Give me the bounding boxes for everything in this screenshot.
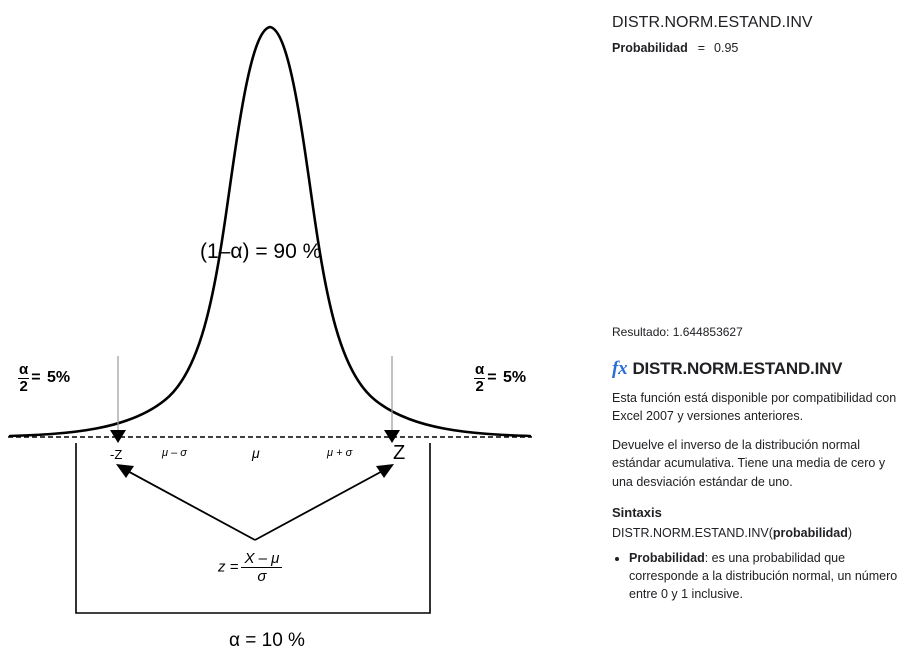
- argument-equals: =: [697, 41, 706, 55]
- z-formula-numerator: X – μ: [241, 550, 282, 568]
- z-formula-fraction: [241, 550, 282, 586]
- list-item: [629, 549, 907, 603]
- axis-label-pos-z: Z: [393, 442, 406, 464]
- confidence-level-label: (1–α) = 90 %: [200, 240, 322, 263]
- right-tail-label: [474, 362, 526, 395]
- fx-icon: fx: [612, 358, 628, 379]
- z-formula-lhs: z =: [218, 558, 239, 576]
- left-tail-label: [18, 362, 70, 395]
- right-equals-sign: =: [487, 369, 497, 387]
- bell-curve-path: [10, 27, 530, 436]
- syntax-suffix: ): [847, 525, 853, 540]
- left-equals-sign: =: [31, 369, 41, 387]
- argument-value[interactable]: 0.95: [714, 41, 739, 55]
- axis-label-mu: μ: [252, 445, 260, 461]
- function-help-pane: [612, 0, 919, 658]
- function-name-heading: DISTR.NORM.ESTAND.INV: [612, 14, 813, 31]
- axis-label-neg-z: -Z: [110, 447, 123, 462]
- syntax-prefix: DISTR.NORM.ESTAND.INV(: [612, 525, 773, 540]
- arrow-to-right-line: [255, 468, 388, 540]
- axis-label-mu-plus-sigma: μ + σ: [327, 447, 353, 459]
- right-tail-percent: 5%: [503, 369, 527, 387]
- alpha-total-label: α = 10 %: [229, 630, 305, 651]
- bullet-argument-text: : es una probabilidad que corresponde a la distribución normal, un número entre 0 y 1 inclusive.: [629, 550, 898, 601]
- argument-row: [612, 41, 907, 55]
- axis-label-mu-minus-sigma: μ – σ: [162, 447, 187, 459]
- result-line: Resultado: 1.644853627: [612, 325, 743, 339]
- bullet-argument-name: Probabilidad: [629, 550, 705, 565]
- syntax-heading: Sintaxis: [612, 504, 662, 520]
- syntax-signature: [612, 526, 907, 540]
- arrow-to-left-line: [122, 468, 255, 540]
- argument-bullet-list: [612, 549, 907, 603]
- left-tail-percent: 5%: [47, 369, 71, 387]
- argument-label: Probabilidad: [612, 41, 688, 55]
- alpha-over-two-right: $\frac{\alpha}{2}$: [475, 361, 485, 395]
- help-paragraph-description: Devuelve el inverso de la distribución normal estándar acumulativa. Tiene una media de cero y una desviación estándar de uno.: [612, 438, 886, 489]
- alpha-over-two-left: $\frac{\alpha}{2}$: [19, 361, 29, 395]
- help-title-row: [612, 358, 907, 380]
- z-formula-denominator: σ: [257, 568, 267, 586]
- arrow-to-right-head: [376, 464, 394, 478]
- z-score-formula: [218, 550, 282, 586]
- syntax-argument: probabilidad: [772, 525, 848, 540]
- help-title: DISTR.NORM.ESTAND.INV: [632, 359, 843, 378]
- help-paragraph-compatibility: Esta función está disponible por compatibilidad con Excel 2007 y versiones anteriores.: [612, 391, 897, 424]
- help-content: [612, 358, 907, 603]
- arrow-to-left-head: [116, 464, 134, 478]
